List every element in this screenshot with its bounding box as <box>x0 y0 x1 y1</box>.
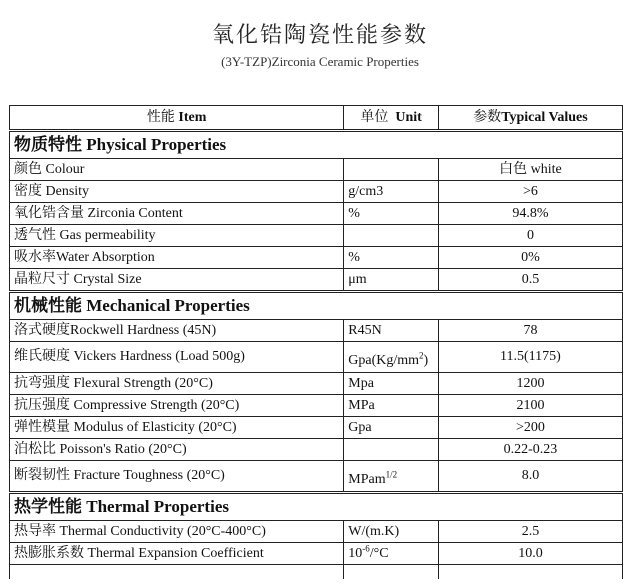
section-physical <box>10 131 623 159</box>
property-value: 94.8% <box>438 203 622 225</box>
property-name: 抗压强度 Compressive Strength (20°C) <box>10 395 344 417</box>
property-name: 洛式硬度Rockwell Hardness (45N) <box>10 320 344 342</box>
page-subtitle: (3Y-TZP)Zirconia Ceramic Properties <box>221 54 419 69</box>
property-name: 透气性 Gas permeability <box>10 225 344 247</box>
property-value: 1200 <box>438 373 622 395</box>
property-name: 热膨胀系数 Thermal Expansion Coefficient <box>10 543 344 565</box>
property-value: 2.5 <box>438 521 622 543</box>
property-value: 11.5(1175) <box>438 342 622 373</box>
property-unit <box>344 159 439 181</box>
property-name: 吸水率Water Absorption <box>10 247 344 269</box>
property-name: 氧化锆含量 Zirconia Content <box>10 203 344 225</box>
property-unit: R45N <box>344 320 439 342</box>
table-header-row <box>10 106 623 131</box>
table-row <box>10 203 623 225</box>
property-unit: % <box>344 203 439 225</box>
table-row <box>10 342 623 373</box>
section-mechanical <box>10 292 623 320</box>
property-value: 0.22-0.23 <box>438 439 622 461</box>
section-title: 热学性能 Thermal Properties <box>10 493 623 521</box>
table-row <box>10 439 623 461</box>
property-name: 晶粒尺寸 Crystal Size <box>10 269 344 292</box>
property-unit: $Gpa(Kg/mm^2)$ <box>344 342 439 373</box>
property-unit: Mpa <box>344 373 439 395</box>
property-name: 断裂韧性 Fracture Toughness (20°C) <box>10 461 344 493</box>
section-title: 物质特性 Physical Properties <box>10 131 623 159</box>
header-unit: 单位 Unit <box>344 106 439 131</box>
table-row <box>10 461 623 493</box>
property-value: 白色 white <box>438 159 622 181</box>
property-value: >6 <box>438 181 622 203</box>
property-value: 0% <box>438 247 622 269</box>
table-row <box>10 417 623 439</box>
property-value: 0 <box>438 225 622 247</box>
table-row <box>10 159 623 181</box>
property-unit: g/cm3 <box>344 181 439 203</box>
property-name: 弹性模量 Modulus of Elasticity (20°C) <box>10 417 344 439</box>
property-value: 10.0 <box>438 543 622 565</box>
property-value: >200 <box>438 417 622 439</box>
table-row <box>10 247 623 269</box>
property-unit: $10^{-6}/^\circ C$ <box>344 543 439 565</box>
header-item: 性能 Item <box>10 106 344 131</box>
table-row <box>10 543 623 565</box>
table-row <box>10 269 623 292</box>
property-unit: Gpa <box>344 417 439 439</box>
property-value: 8.0 <box>438 461 622 493</box>
table-row <box>10 373 623 395</box>
property-unit: MPam$^{1/2}$ <box>344 461 439 493</box>
section-title: 机械性能 Mechanical Properties <box>10 292 623 320</box>
property-name: 密度 Density <box>10 181 344 203</box>
table-row <box>10 395 623 417</box>
section-thermal <box>10 493 623 521</box>
property-unit: MPa <box>344 395 439 417</box>
table-row <box>10 181 623 203</box>
property-name: 热导率 Thermal Conductivity (20°C-400°C) <box>10 521 344 543</box>
property-unit: W/(m.K) <box>344 521 439 543</box>
header-values: 参数Typical Values <box>438 106 622 131</box>
property-unit: μm <box>344 269 439 292</box>
property-value: 78 <box>438 320 622 342</box>
property-value: 2100 <box>438 395 622 417</box>
property-name: 泊松比 Poisson's Ratio (20°C) <box>10 439 344 461</box>
property-unit <box>344 225 439 247</box>
table-row <box>10 225 623 247</box>
table-row-partial <box>10 565 623 580</box>
property-value: 0.5 <box>438 269 622 292</box>
property-name: 维氏硬度 Vickers Hardness (Load 500g) <box>10 342 344 373</box>
page-title: 氧化锆陶瓷性能参数 <box>211 23 428 48</box>
properties-table <box>9 105 623 579</box>
property-name: 颜色 Colour <box>10 159 344 181</box>
table-row <box>10 521 623 543</box>
property-unit <box>344 439 439 461</box>
table-row <box>10 320 623 342</box>
property-unit: % <box>344 247 439 269</box>
property-name: 抗弯强度 Flexural Strength (20°C) <box>10 373 344 395</box>
